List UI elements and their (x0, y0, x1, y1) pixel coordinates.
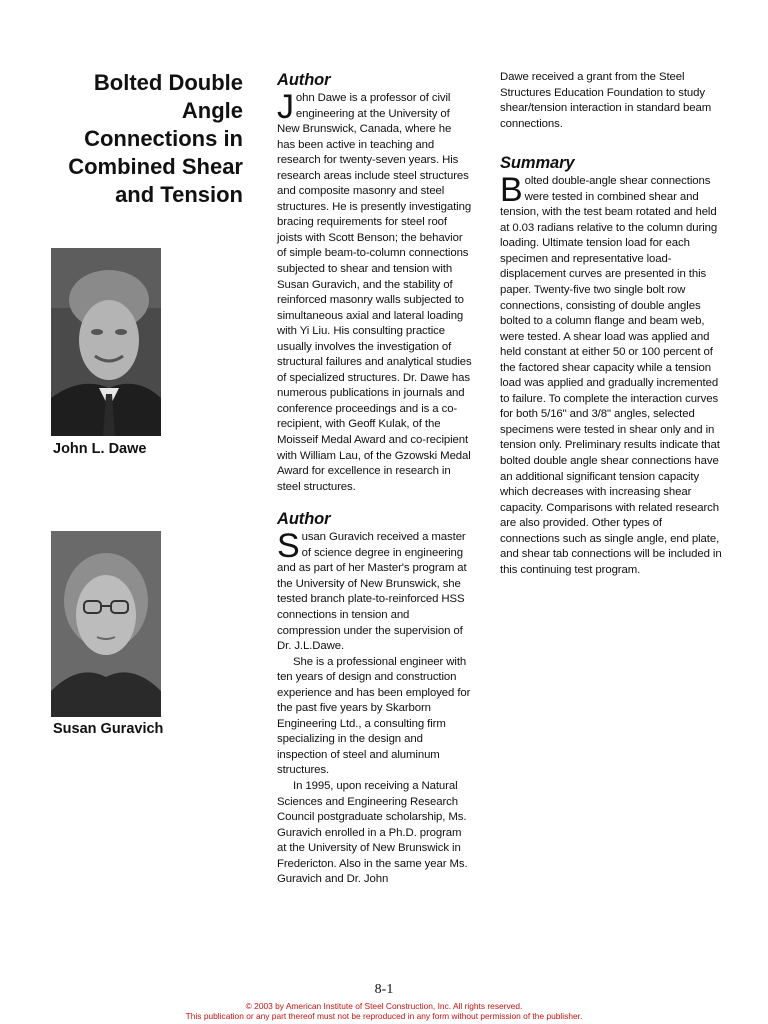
title-line: and Tension (115, 182, 243, 207)
right-column (500, 70, 722, 578)
author-bio-dawe (277, 88, 472, 495)
author-heading: Author (277, 71, 331, 89)
middle-column (277, 70, 472, 888)
author-bio-continued: Dawe received a grant from the Steel Structures Education Foundation to study shear/tension interaction in standard beam connections. (500, 71, 712, 130)
john-dawe-photo (51, 248, 161, 436)
copyright-footer (0, 1001, 768, 1021)
photo-caption-dawe: John L. Dawe (53, 441, 147, 457)
article-title (40, 69, 243, 209)
author-bio-guravich-p2: She is a professional engineer with ten years of design and construction experience and has been employed for the past five years by Skarborn Engineering Ltd., a consulting firm specializing in the design and inspection of steel and aluminum structures. (277, 655, 471, 777)
photo-caption-guravich: Susan Guravich (53, 721, 164, 737)
bio-text: usan Guravich received a master of science degree in engineering and as part of her Master's program at the University of New Brunswick, she tested branch plate-to-reinforced HSS connections in tension and compression under the supervision of Dr. J.L.Dawe. (277, 531, 467, 653)
drop-cap: J (277, 88, 294, 126)
bio-text: ohn Dawe is a professor of civil engineering at the University of New Brunswick, Canada, where he has been active in teaching and research for twenty-seven years. His research areas include steel structures and composite masonry and steel structures. He is presently investigating bracing requirements for steel roof joists with Scott Benson; the behavior of simple beam-to-column connections subjected to shear and tension with Susan Guravich, and the stability of reinforced masonry walls subjected to simultaneous axial and lateral loading with Yi Liu. His consulting practice usually involves the investigation of structural failures and analytical studies of specialized structures. Dr. Dawe has numerous publications in journals and conference proceedings and is a co-recipient, with Geoff Kulak, of the Moisseif Medal Award and co-recipient with William Lau, of the Gzowski Medal Award for excellence in research in steel structures. (277, 92, 472, 493)
title-line: Combined Shear (68, 154, 243, 179)
copyright-line: © 2003 by American Institute of Steel Construction, Inc. All rights reserved. (245, 1001, 523, 1011)
page-number: 8-1 (374, 982, 394, 997)
portrait-woman-image (51, 531, 161, 717)
title-line: Connections in (84, 126, 243, 151)
summary-heading: Summary (500, 154, 575, 173)
drop-cap: B (500, 171, 523, 210)
title-line: Bolted Double (93, 70, 243, 95)
susan-guravich-photo (51, 531, 161, 717)
title-line: Angle (181, 98, 243, 123)
summary-body (500, 171, 722, 578)
author-bio-guravich-p3: In 1995, upon receiving a Natural Sciences and Engineering Research Council postgraduate scholarship, Ms. Guravich enrolled in a Ph.D. program at the University of New Brunswick in Fredericton. Also in the same year Ms. Guravich and Dr. John (277, 779, 468, 886)
drop-cap: S (277, 527, 300, 566)
permission-line: This publication or any part thereof must not be reproduced in any form without permission of the publisher. (185, 1011, 583, 1021)
portrait-man-image (51, 248, 161, 436)
summary-text: olted double-angle shear connections were tested in combined shear and tension, with the test beam rotated and held at 0.03 radians relative to the column during loading. Ultimate tension load for each specimen and representative load-displacement curves are presented in this paper. Twenty-five two single bolt row connections, consisting of double angles bolted to a column flange and beam web, were tested. A shear load was applied and held constant at either 50 or 100 percent of the factored shear capacity while a tension load was applied and gradually incremented to failure. To complete the interaction curves for both 5/16" and 3/8" angles, selected specimens were tested in shear only and in tension only. Preliminary results indicate that bolted double angle shear connections have an additional significant tension capacity which decreases with increasing shear capacity. Comparisons with related research are also provided. Other types of connections such as single angle, end plate, and shear tab connections will be included in this continuing test program. (500, 175, 722, 576)
author-bio-guravich-p1 (277, 527, 472, 654)
author-heading: Author (277, 510, 331, 529)
